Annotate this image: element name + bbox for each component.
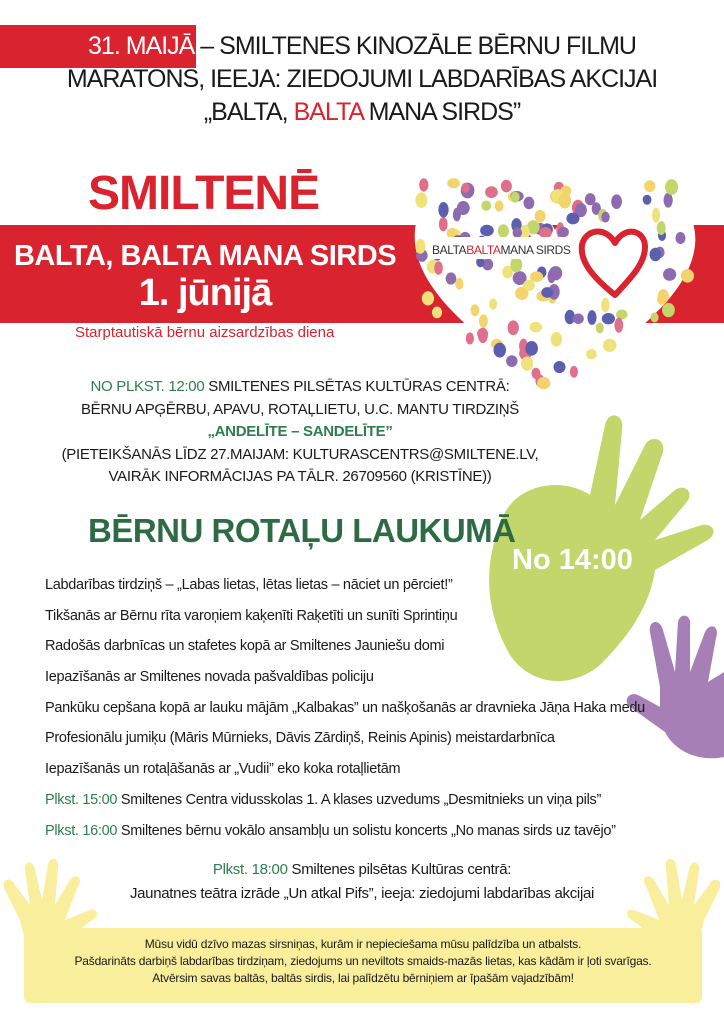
footer-message [24,936,702,987]
evening-event [0,858,724,906]
footer-line1: Mūsu vidū dzīvo mazas sirsniņas, kurām ir nepieciešama mūsu palīdzība un atbalsts. [144,937,582,951]
evening-time: Plkst. 18:00 [212,861,288,878]
header-announcement [0,30,724,129]
banner-date: 1. jūnijā [138,272,272,314]
small-handprint-icon [422,291,434,305]
small-handprint-icon [419,178,428,191]
small-handprint-icon [416,239,426,254]
small-handprint-icon [587,310,596,325]
market-registration: (PIETEIKŠANĀS LĪDZ 27.MAIJAM: KULTURASCENTRS@SMILTENE.LV, [61,445,539,463]
list-item [45,820,645,851]
handprint-heart-logo [410,175,700,395]
small-handprint-icon [498,224,509,237]
small-handprint-icon [601,298,609,313]
small-handprint-icon [651,312,659,322]
logo-part3: MANA SIRDS [500,243,571,257]
small-handprint-icon [551,332,562,347]
footer-line2: Pašdarināts darbiņš labdarības tirdziņam, ziedojums un neviltots smaids-mazās lietas, kas kādām ir ļoti svarīgas. [74,954,652,968]
header-line3-red: BALTA [293,98,363,126]
small-handprint-icon [649,248,661,261]
small-handprint-icon [432,307,442,319]
small-handprint-icon [466,332,474,344]
small-handprint-icon [658,289,669,304]
small-handprint-icon [494,343,507,358]
small-handprint-icon [480,225,494,236]
logo-part1: BALTA [432,243,467,257]
small-handprint-icon [614,318,623,333]
small-handprint-icon [495,200,504,211]
event-text: Smiltenes Centra vidusskolas 1. A klases uzvedums „Desmitnieks un viņa pils” [117,791,601,808]
small-handprint-icon [603,339,616,352]
small-handprint-icon [513,227,522,238]
small-handprint-icon [665,179,678,195]
small-handprint-icon [439,217,448,231]
market-description: BĒRNU APĢĒRBU, APAVU, ROTAĻLIETU, U.C. MANTU TIRDZIŅŠ [80,400,520,418]
small-handprint-icon [657,221,666,235]
header-line3 [0,96,724,129]
small-handprint-icon [602,313,615,324]
small-handprint-icon [415,192,427,208]
small-handprint-icon [447,178,460,188]
playground-heading: BĒRNU ROTAĻU LAUKUMĀ [88,512,516,549]
list-item: Iepazīšanās ar Smiltenes novada pašvaldības policiju [45,669,374,686]
event-time: Plkst. 16:00 [45,822,118,839]
small-handprint-icon [510,257,522,272]
date-highlight: 31. MAIJĀ [88,32,195,60]
small-handprint-icon [535,210,546,222]
small-handprint-icon [566,213,579,225]
small-handprint-icon [501,180,512,193]
banner-subtitle: Starptautiskā bērnu aizsardzības diena [75,324,335,341]
small-handprint-icon [586,349,597,359]
logo-part2: BALTA [466,243,501,257]
small-handprint-icon [530,271,543,282]
small-handprint-icon [485,186,498,198]
header-line3-pre: „BALTA, [203,98,294,126]
small-handprint-icon [523,197,534,209]
small-handprint-icon [457,201,470,215]
small-handprint-icon [611,194,622,209]
small-handprint-icon [675,232,685,244]
market-location: SMILTENES PILSĒTAS KULTŪRAS CENTRĀ: [204,378,510,395]
svg-text:BALTABALTAMANA SIRDS [432,243,571,257]
small-handprint-icon [477,328,488,339]
small-handprint-icon [521,357,533,371]
header-line1: – SMILTENES KINOZĀLE BĒRNU FILMU [194,32,636,60]
small-handprint-icon [446,272,457,284]
playground-time: No 14:00 [512,544,633,576]
small-handprint-icon [573,314,584,325]
small-handprint-icon [539,227,552,239]
small-handprint-icon [529,322,542,333]
small-handprint-icon [681,269,694,283]
small-handprint-icon [438,202,448,218]
small-handprint-icon [553,361,565,373]
list-item: Radošās darbnīcas un stafetes kopā ar Smiltenes Jauniešu domi [45,638,445,655]
evening-description: Jaunatnes teātra izrāde „Un atkal Pifs”, ieeja: ziedojumi labdarības akcijai [129,885,595,902]
small-handprint-icon [455,278,463,290]
small-handprint-icon [541,287,553,298]
small-handprint-icon [481,200,491,210]
small-handprint-icon [523,280,535,291]
small-handprint-icon [558,227,569,237]
small-handprint-icon [471,304,480,316]
small-handprint-icon [558,193,571,209]
small-handprint-icon [601,212,609,223]
market-name: „ANDELĪTE – SANDELĪTE” [207,423,393,440]
evening-location: Smiltenes pilsētas Kultūras centrā: [287,861,512,878]
small-handprint-icon [511,192,520,203]
event-text: Smiltenes bērnu vokālo ansambļu un solistu koncerts „No manas sirds uz tavējo” [117,822,616,839]
small-handprint-icon [461,183,469,193]
small-handprint-icon [585,193,596,205]
small-handprint-icon [489,298,497,309]
footer-line3: Atvērsim savas baltās, baltās sirdis, lai palīdzētu bērniņiem ar īpašām vajadzībām! [152,971,574,985]
header-line2: MARATONS, IEEJA: ZIEDOJUMI LABDARĪBAS AKCIJAI [66,65,658,93]
list-item [45,789,645,820]
list-item: Tikšanās ar Bērnu rīta varoņiem kaķenīti Raķetīti un sunīti Sprintiņu [45,607,458,624]
list-item: Iepazīšanās un rotaļāšanās ar „Vudii” eko koka rotaļlietām [45,761,401,778]
activity-list [45,574,645,850]
small-handprint-icon [663,268,676,281]
list-item: Profesionālu jumiķu (Māris Mūrnieks, Dāvis Zārdiņš, Reinis Apinis) meistardarbnīca [45,730,555,747]
header-line3-post: MANA SIRDS” [362,98,521,126]
small-handprint-icon [643,195,652,205]
small-handprint-icon [644,180,655,192]
list-item: Labdarības tirdziņš – „Labas lietas, lētas lietas – nāciet un pērciet!” [45,577,453,593]
small-handprint-icon [662,303,675,317]
small-handprint-icon [548,269,556,283]
banner-title: BALTA, BALTA MANA SIRDS [13,240,397,272]
small-handprint-icon [596,323,604,334]
small-handprint-icon [506,355,517,367]
small-handprint-icon [652,208,660,223]
small-handprint-icon [479,314,488,327]
market-time: NO PLKST. 12:00 [90,378,205,395]
market-contact: VAIRĀK INFORMĀCIJAS PA TĀLR. 26709560 (KRISTĪNE)) [108,468,492,485]
list-item: Pankūku cepšana kopā ar lauku mājām „Kalbakas” un našķošanās ar dravnieka Jāņa Haka medu [45,699,645,716]
event-time: Plkst. 15:00 [45,791,118,808]
small-handprint-icon [664,193,673,208]
small-handprint-icon [525,341,538,356]
small-handprint-icon [508,320,519,335]
city-title: SMILTENĒ [88,167,320,220]
small-handprint-icon [434,261,443,274]
market-info [0,376,600,489]
